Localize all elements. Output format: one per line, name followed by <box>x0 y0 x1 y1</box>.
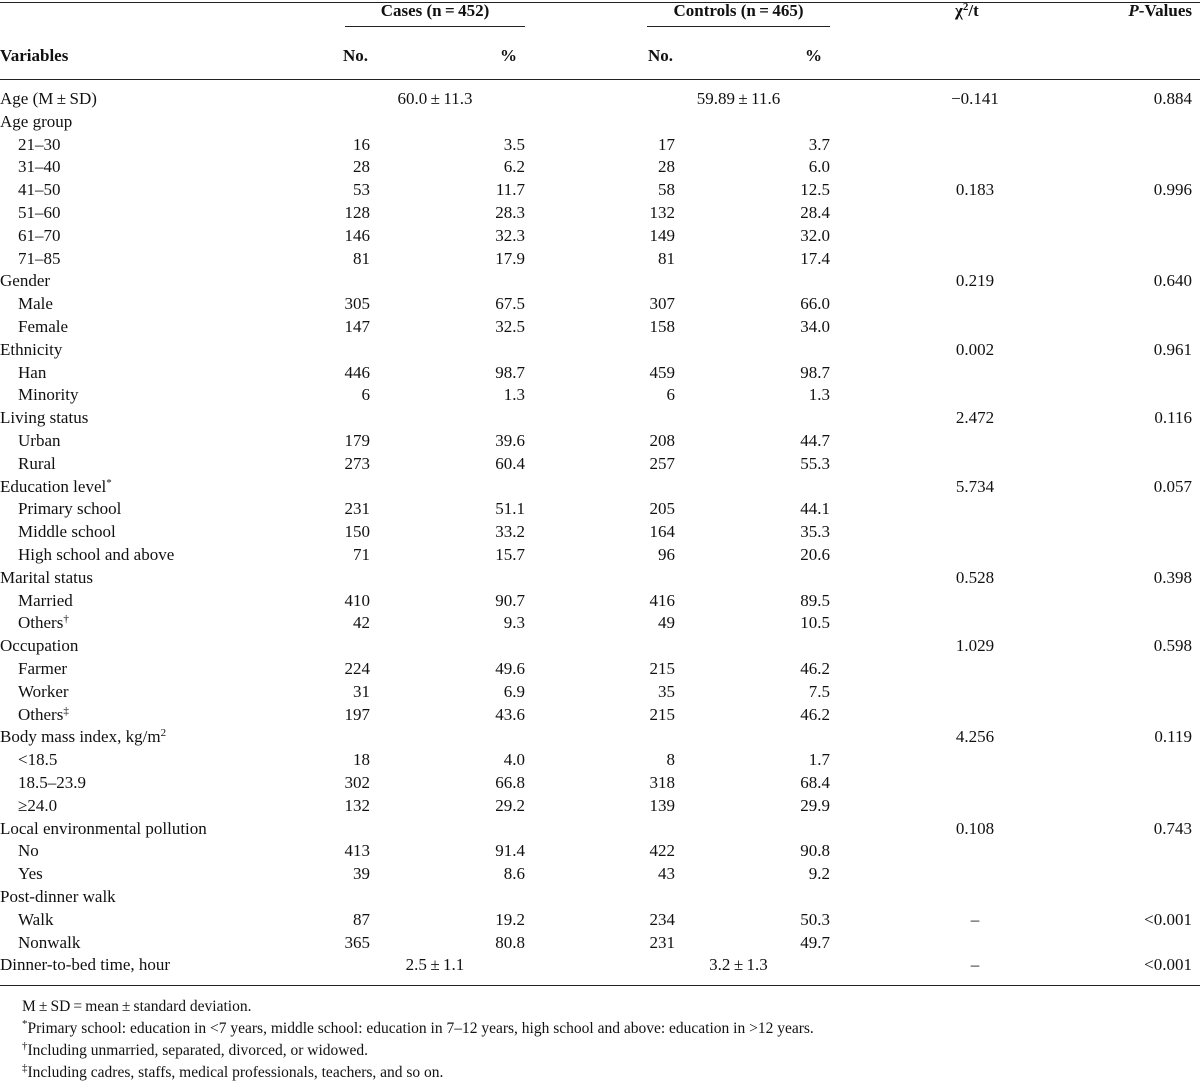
row-label-text: Rural <box>18 453 56 473</box>
row-label-text: Dinner-to-bed time, hour <box>0 955 171 975</box>
controls-pct: 6.0 <box>808 157 830 177</box>
cases-no: 28 <box>353 157 370 177</box>
row-label <box>18 841 39 861</box>
row-label <box>0 89 97 109</box>
chi-value: 0.219 <box>955 271 995 291</box>
table-row <box>0 135 1200 158</box>
row-label-text: Post-dinner walk <box>0 887 116 906</box>
cases-no: 224 <box>344 659 370 678</box>
controls-no: 58 <box>658 180 675 200</box>
row-label-text: 21–30 <box>18 134 61 154</box>
p-value: <0.001 <box>1144 909 1192 929</box>
row-label <box>0 568 93 588</box>
row-label-text: 41–50 <box>18 180 61 200</box>
table-row <box>0 522 1200 545</box>
row-label-text: Female <box>18 317 69 336</box>
cases-pct: 28.3 <box>495 203 525 222</box>
row-label <box>18 499 121 519</box>
row-label <box>0 955 170 975</box>
row-label <box>0 887 116 907</box>
row-label <box>0 477 112 497</box>
p-value: 0.398 <box>1153 567 1192 587</box>
p-value: 0.996 <box>1153 180 1192 200</box>
header-rule <box>0 79 1200 80</box>
controls-no: 215 <box>649 704 675 724</box>
row-label <box>18 454 56 474</box>
p-value: 0.598 <box>1153 636 1192 656</box>
cases-no: 81 <box>353 248 370 268</box>
row-label <box>18 705 69 725</box>
cases-pct: 15.7 <box>495 545 525 564</box>
cases-no: 305 <box>344 294 370 314</box>
row-label <box>18 294 53 314</box>
cases-no: 150 <box>344 522 370 542</box>
row-label <box>18 203 61 223</box>
row-label <box>0 819 207 839</box>
cases-header: Cases (n = 452) <box>380 1 490 20</box>
row-label <box>0 271 50 291</box>
row-label-text: Urban <box>18 431 61 450</box>
cases-pct: 43.6 <box>495 704 525 724</box>
cases-pct: 11.7 <box>495 180 525 200</box>
footnote <box>22 1041 368 1061</box>
controls-no: 416 <box>649 590 675 610</box>
p-value: 0.640 <box>1153 271 1192 291</box>
controls-no: 28 <box>658 157 675 177</box>
cases-no: 42 <box>353 613 370 633</box>
p-values-header: P-Values <box>1128 1 1192 20</box>
row-label-text: Married <box>18 590 73 610</box>
controls-pct: 1.7 <box>808 750 830 770</box>
table-row <box>0 568 1200 591</box>
row-label <box>18 522 116 542</box>
controls-pct: 46.2 <box>800 659 830 678</box>
controls-no: 81 <box>658 248 675 268</box>
cases-pct: 9.3 <box>503 613 525 633</box>
chi-value: 2.472 <box>955 408 995 428</box>
cases-pct: 39.6 <box>495 431 525 450</box>
chi-value: 0.108 <box>955 818 995 838</box>
controls-no: 8 <box>666 750 675 770</box>
row-label <box>0 727 166 747</box>
row-label-text: Yes <box>18 864 43 884</box>
cases-no: 132 <box>344 795 370 815</box>
controls-no: 43 <box>658 864 675 884</box>
row-label <box>18 682 69 702</box>
row-label-text: Farmer <box>18 659 68 678</box>
controls-pct: 50.3 <box>800 909 830 929</box>
cases-no: 53 <box>353 180 370 200</box>
controls-pct: 12.5 <box>800 180 830 200</box>
p-value: 0.961 <box>1153 339 1192 359</box>
chi-value: 5.734 <box>955 476 995 496</box>
table-row <box>0 819 1200 842</box>
chi-value: – <box>970 909 980 929</box>
controls-pct-header: % <box>805 46 822 65</box>
controls-no: 164 <box>649 522 675 542</box>
cases-no: 179 <box>344 431 370 450</box>
cases-mean-sd: 60.0 ± 11.3 <box>397 89 473 108</box>
p-value: 0.743 <box>1153 818 1192 838</box>
table-row <box>0 636 1200 659</box>
row-label-sup: * <box>106 476 112 489</box>
cases-pct: 66.8 <box>495 773 525 792</box>
bottom-rule <box>0 985 1200 986</box>
cases-no: 71 <box>353 545 370 564</box>
row-label <box>18 613 69 633</box>
row-label <box>18 135 61 155</box>
row-label <box>0 636 78 656</box>
table-row <box>0 499 1200 522</box>
controls-pct: 20.6 <box>800 545 830 564</box>
row-label <box>18 545 174 565</box>
row-label <box>18 431 60 451</box>
cases-no: 128 <box>344 203 370 222</box>
row-label-sup: † <box>63 613 69 626</box>
cases-pct: 1.3 <box>503 385 525 405</box>
controls-no: 234 <box>649 909 675 929</box>
row-label-text: ≥24.0 <box>18 795 58 815</box>
row-label <box>18 385 78 405</box>
row-label-text: Minority <box>18 385 79 405</box>
cases-no: 16 <box>353 134 370 154</box>
controls-no: 149 <box>649 225 675 245</box>
row-label-text: Occupation <box>0 636 79 656</box>
table-row <box>0 910 1200 933</box>
table-row <box>0 408 1200 431</box>
controls-pct: 3.7 <box>808 134 830 154</box>
table-row <box>0 385 1200 408</box>
cases-pct-header: % <box>500 46 517 65</box>
row-label-text: Others <box>18 704 64 724</box>
cases-pct: 98.7 <box>495 362 525 382</box>
row-label-text: Han <box>18 362 47 382</box>
row-label-text: Nonwalk <box>18 932 81 952</box>
cases-no: 31 <box>353 681 370 701</box>
table-row <box>0 226 1200 249</box>
row-label-text: Local environmental pollution <box>0 818 207 838</box>
table-row <box>0 477 1200 500</box>
table-row <box>0 864 1200 887</box>
cases-no-header: No. <box>343 46 369 65</box>
cases-no: 365 <box>344 932 370 952</box>
controls-pct: 90.8 <box>800 841 830 861</box>
controls-no: 139 <box>649 795 675 815</box>
controls-pct: 49.7 <box>800 932 830 952</box>
table-row <box>0 203 1200 226</box>
footnote-text: Including cadres, staffs, medical professionals, teachers, and so on. <box>27 1064 444 1081</box>
footnote <box>22 1019 814 1039</box>
table-row <box>0 887 1200 910</box>
controls-pct: 28.4 <box>800 203 830 222</box>
cases-no: 197 <box>344 704 370 724</box>
table-row <box>0 363 1200 386</box>
chi-value: 0.528 <box>955 567 995 587</box>
row-label-text: <18.5 <box>18 750 58 770</box>
controls-pct: 55.3 <box>800 453 830 473</box>
row-label <box>18 363 46 383</box>
controls-no: 158 <box>649 317 675 336</box>
cases-pct: 29.2 <box>495 795 525 815</box>
controls-pct: 66.0 <box>800 294 830 314</box>
row-label-text: Education level <box>0 476 107 496</box>
cases-pct: 51.1 <box>495 499 525 519</box>
controls-pct: 10.5 <box>800 613 830 633</box>
controls-no: 208 <box>649 431 675 450</box>
footnote <box>22 1063 443 1083</box>
row-label-text: 61–70 <box>18 225 61 245</box>
chi-value: −0.141 <box>951 89 999 108</box>
row-label-text: Middle school <box>18 522 116 542</box>
row-label <box>18 864 43 884</box>
cases-no: 146 <box>344 225 370 245</box>
row-label-sup: ‡ <box>63 704 69 717</box>
controls-no: 49 <box>658 613 675 633</box>
controls-no: 231 <box>649 932 675 952</box>
table-row <box>0 112 1200 135</box>
cases-no: 6 <box>361 385 370 405</box>
row-label-text: High school and above <box>18 545 175 564</box>
row-label <box>18 157 61 177</box>
table-row <box>0 613 1200 636</box>
row-label <box>18 591 73 611</box>
footnote-text: Primary school: education in <7 years, middle school: education in 7–12 years, high school and above: education in >12 years. <box>27 1020 814 1037</box>
table-row <box>0 933 1200 956</box>
row-label-text: Primary school <box>18 499 122 519</box>
controls-no: 422 <box>649 841 675 861</box>
cases-pct: 17.9 <box>495 248 525 268</box>
controls-pct: 44.7 <box>800 431 830 450</box>
cases-no: 273 <box>344 453 370 473</box>
row-label-text: No <box>18 841 39 861</box>
table-row <box>0 591 1200 614</box>
cases-pct: 91.4 <box>495 841 525 861</box>
cases-no: 18 <box>353 750 370 770</box>
controls-pct: 98.7 <box>800 362 830 382</box>
controls-no-header: No. <box>648 46 674 65</box>
row-label <box>18 773 86 793</box>
table-row <box>0 545 1200 568</box>
controls-pct: 89.5 <box>800 590 830 610</box>
cases-pct: 6.9 <box>503 681 525 701</box>
footnote-text: M ± SD = mean ± standard deviation. <box>22 998 252 1015</box>
row-label-text: Living status <box>0 408 89 428</box>
table-row <box>0 180 1200 203</box>
cases-pct: 60.4 <box>495 453 525 473</box>
controls-pct: 68.4 <box>800 773 830 792</box>
cases-no: 446 <box>344 362 370 382</box>
table-row <box>0 317 1200 340</box>
cases-pct: 4.0 <box>503 750 525 770</box>
table-row <box>0 431 1200 454</box>
top-rule <box>0 2 1200 3</box>
cases-no: 410 <box>344 590 370 610</box>
cases-pct: 6.2 <box>503 157 525 177</box>
row-label-text: 18.5–23.9 <box>18 773 86 792</box>
table-row <box>0 705 1200 728</box>
cases-no: 39 <box>353 864 370 884</box>
cases-no: 147 <box>344 317 370 336</box>
cases-no: 302 <box>344 773 370 792</box>
table-row <box>0 294 1200 317</box>
controls-pct: 1.3 <box>808 385 830 405</box>
controls-no: 96 <box>658 545 675 564</box>
controls-pct: 46.2 <box>800 704 830 724</box>
row-label-text: Worker <box>18 681 69 701</box>
cases-pct: 32.3 <box>495 225 525 245</box>
row-label-text: Body mass index, kg/m <box>0 727 161 747</box>
cases-underline <box>345 26 525 27</box>
table-row <box>0 796 1200 819</box>
row-label-text: Marital status <box>0 567 94 587</box>
controls-underline <box>647 26 830 27</box>
chi-value: 0.002 <box>955 339 995 359</box>
table-row <box>0 682 1200 705</box>
cases-no: 413 <box>344 841 370 861</box>
controls-no: 459 <box>649 362 675 382</box>
controls-mean-sd: 3.2 ± 1.3 <box>709 955 768 975</box>
row-label <box>18 659 67 679</box>
row-label-text: Others <box>18 613 64 633</box>
cases-pct: 90.7 <box>495 590 525 610</box>
row-label-text: 71–85 <box>18 248 61 268</box>
controls-mean-sd: 59.89 ± 11.6 <box>696 89 781 108</box>
table-row <box>0 659 1200 682</box>
controls-pct: 32.0 <box>800 225 830 245</box>
controls-no: 257 <box>649 453 675 473</box>
cases-pct: 49.6 <box>495 659 525 678</box>
table-row <box>0 955 1200 978</box>
cases-mean-sd: 2.5 ± 1.1 <box>405 955 465 975</box>
controls-header: Controls (n = 465) <box>673 1 804 20</box>
p-value: 0.057 <box>1153 476 1192 496</box>
cases-pct: 32.5 <box>495 317 525 336</box>
row-label <box>18 249 61 269</box>
table-row <box>0 727 1200 750</box>
row-label <box>18 796 57 816</box>
row-label-text: Gender <box>0 271 51 291</box>
table-row <box>0 750 1200 773</box>
controls-pct: 44.1 <box>800 499 830 519</box>
row-label <box>18 910 53 930</box>
table-row <box>0 340 1200 363</box>
row-label <box>18 317 68 337</box>
cases-pct: 80.8 <box>495 932 525 952</box>
footnote-text: Including unmarried, separated, divorced, or widowed. <box>27 1042 368 1059</box>
footnote <box>22 997 251 1017</box>
controls-no: 17 <box>658 134 675 154</box>
p-value: 0.884 <box>1153 89 1192 108</box>
row-label-sup: 2 <box>160 727 167 740</box>
controls-pct: 34.0 <box>800 317 830 336</box>
cases-pct: 3.5 <box>503 134 525 154</box>
controls-no: 6 <box>666 385 675 405</box>
chi-header: $\chi^2/t$ <box>955 1 979 20</box>
controls-no: 205 <box>649 499 675 519</box>
controls-pct: 29.9 <box>800 795 830 815</box>
row-label-text: Age group <box>0 111 73 131</box>
table-row <box>0 157 1200 180</box>
row-label-text: Walk <box>18 909 54 929</box>
row-label-text: Male <box>18 294 53 314</box>
row-label-text: 31–40 <box>18 157 61 177</box>
footnote-mark: * <box>22 1018 28 1030</box>
controls-no: 307 <box>649 294 675 314</box>
table-row <box>0 271 1200 294</box>
variables-header: Variables <box>0 46 69 65</box>
table-row <box>0 773 1200 796</box>
controls-no: 215 <box>649 659 675 678</box>
cases-no: 87 <box>353 909 370 929</box>
cases-pct: 33.2 <box>495 522 525 542</box>
table-row <box>0 454 1200 477</box>
footnote-mark: ‡ <box>22 1062 28 1074</box>
chi-value: – <box>970 955 980 975</box>
row-label-text: Age (M ± SD) <box>0 89 97 108</box>
controls-no: 318 <box>649 773 675 792</box>
table-row <box>0 89 1200 112</box>
table-row <box>0 249 1200 272</box>
controls-pct: 7.5 <box>808 681 830 701</box>
cases-no: 231 <box>344 499 370 519</box>
row-label <box>0 408 88 428</box>
chi-value: 0.183 <box>955 180 995 200</box>
row-label <box>18 750 57 770</box>
controls-pct: 9.2 <box>808 864 830 884</box>
row-label-text: 51–60 <box>18 203 61 222</box>
p-value: 0.116 <box>1154 408 1192 428</box>
cases-pct: 8.6 <box>503 864 525 884</box>
cases-pct: 67.5 <box>495 294 525 314</box>
row-label <box>0 112 72 132</box>
p-value: 0.119 <box>1154 727 1192 747</box>
controls-no: 35 <box>658 681 675 701</box>
row-label <box>18 226 61 246</box>
cases-pct: 19.2 <box>495 909 525 929</box>
row-label-text: Ethnicity <box>0 339 63 359</box>
row-label <box>18 180 61 200</box>
p-value: <0.001 <box>1144 955 1192 975</box>
footnote-mark: † <box>22 1040 28 1052</box>
chi-value: 4.256 <box>955 727 995 747</box>
controls-pct: 35.3 <box>800 522 830 542</box>
chi-value: 1.029 <box>955 636 995 656</box>
table-row <box>0 841 1200 864</box>
controls-pct: 17.4 <box>800 248 830 268</box>
row-label <box>18 933 80 953</box>
row-label <box>0 340 62 360</box>
controls-no: 132 <box>649 203 675 222</box>
